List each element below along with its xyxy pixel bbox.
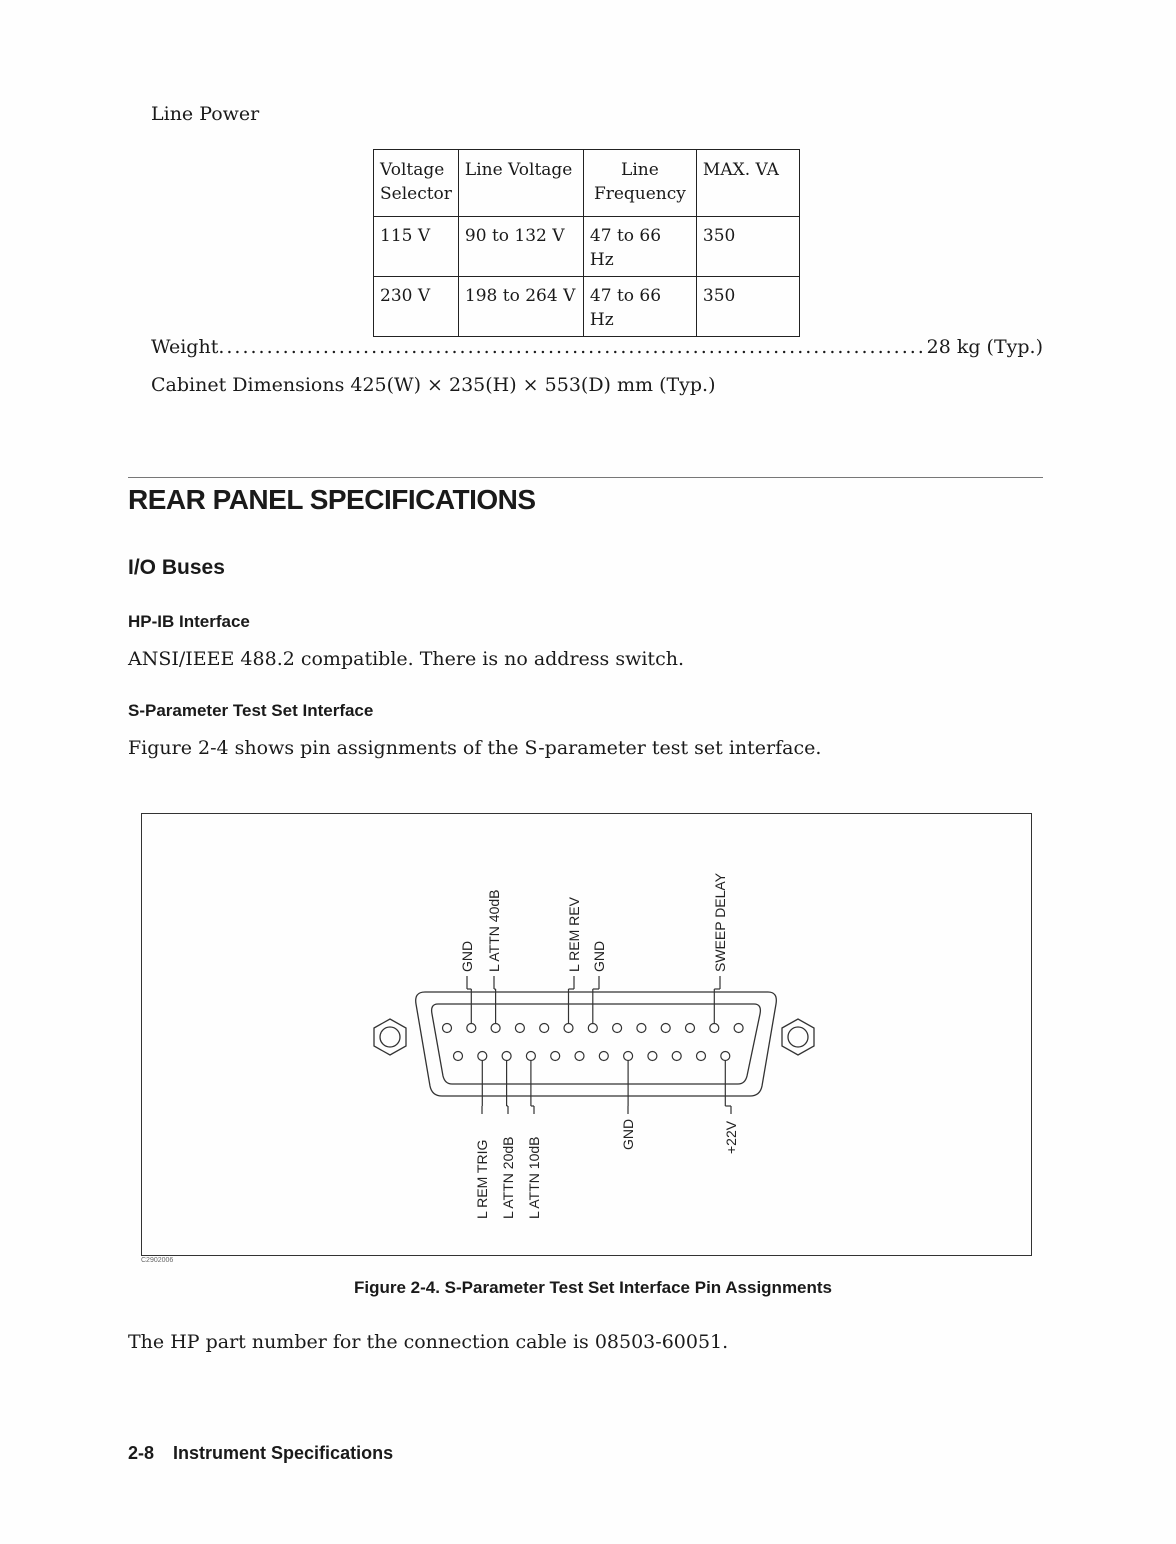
connector-pin: [721, 1052, 730, 1061]
connector-pin: [478, 1052, 487, 1061]
line-power-label: Line Power: [151, 103, 260, 125]
line-power-table: [373, 149, 800, 337]
connector-pin: [686, 1024, 695, 1033]
connector-pin: [637, 1024, 646, 1033]
header-max-va: [696, 150, 799, 217]
hpib-text: ANSI/IEEE 488.2 compatible. There is no address switch.: [128, 648, 684, 670]
pin-label-gnd-top: GND: [459, 940, 475, 972]
table-cell: 47 to 66 Hz: [583, 277, 696, 337]
pin-label-l-attn-20db: L ATTN 20dB: [500, 1136, 516, 1219]
page-footer: [128, 1443, 393, 1464]
table-cell: 350: [696, 277, 799, 337]
header-line-frequency: [583, 150, 696, 217]
right-mounting-hole: [788, 1027, 808, 1047]
table-header-row: [374, 150, 800, 217]
cable-text: The HP part number for the connection cable is 08503-60051.: [128, 1331, 729, 1353]
pin-leads: [467, 976, 731, 1114]
figure-id: C2902006: [141, 1257, 174, 1264]
pin-assignment-figure: [141, 813, 1032, 1256]
weight-row: [151, 336, 1043, 358]
bottom-pin-row: [454, 1052, 730, 1061]
pin-label-l-attn-10db: L ATTN 10dB: [526, 1136, 542, 1219]
connector-pin: [467, 1024, 476, 1033]
pin-label-plus-22v: +22V: [723, 1120, 739, 1154]
connector-pin: [661, 1024, 670, 1033]
connector-pin: [697, 1052, 706, 1061]
section-heading: REAR PANEL SPECIFICATIONS: [128, 484, 536, 515]
footer-title: Instrument Specifications: [173, 1443, 394, 1463]
connector-pin: [564, 1024, 573, 1033]
header-line-voltage-text: Line Voltage: [464, 160, 573, 180]
table-cell: 230 V: [374, 277, 459, 337]
cabinet-dimensions: Cabinet Dimensions 425(W) × 235(H) × 553(D) mm (Typ.): [151, 374, 716, 396]
connector-pin: [599, 1052, 608, 1061]
connector-pin: [734, 1024, 743, 1033]
header-voltage-selector-text: Voltage Selector: [380, 160, 452, 204]
connector-diagram: [142, 814, 1031, 1255]
figure-caption: Figure 2-4. S-Parameter Test Set Interface Pin Assignments: [353, 1278, 833, 1297]
connector-pin: [540, 1024, 549, 1033]
right-mounting-nut: [782, 1019, 814, 1055]
connector-pin: [575, 1052, 584, 1061]
hpib-heading: HP-IB Interface: [128, 612, 250, 631]
sparam-heading: S-Parameter Test Set Interface: [128, 701, 374, 720]
table-cell: 47 to 66 Hz: [583, 217, 696, 277]
connector-pin: [491, 1024, 500, 1033]
connector-pin: [502, 1052, 511, 1061]
connector-pin: [526, 1052, 535, 1061]
connector-pin: [515, 1024, 524, 1033]
leader-dots: [218, 336, 926, 358]
connector-shell-outer: [416, 992, 777, 1096]
pin-label-l-attn-40db: L ATTN 40dB: [486, 889, 502, 972]
pin-label-gnd-bottom: GND: [620, 1118, 636, 1150]
weight-value: 28 kg (Typ.): [926, 336, 1043, 358]
header-voltage-selector: [374, 150, 459, 217]
table-cell: 90 to 132 V: [458, 217, 583, 277]
header-max-va-text: MAX. VA: [702, 160, 779, 180]
sparam-text: Figure 2-4 shows pin assignments of the S-parameter test set interface.: [128, 737, 822, 759]
left-mounting-nut: [374, 1019, 406, 1055]
weight-label: Weight: [151, 336, 219, 358]
pin-label-l-rem-trig: L REM TRIG: [474, 1139, 490, 1219]
table-cell: 198 to 264 V: [458, 277, 583, 337]
connector-pin: [710, 1024, 719, 1033]
top-pin-row: [443, 1024, 744, 1033]
connector-pin: [613, 1024, 622, 1033]
table-cell: 115 V: [374, 217, 459, 277]
header-line-voltage: [458, 150, 583, 217]
io-buses-heading: I/O Buses: [128, 556, 225, 579]
header-line-frequency-text: Line Frequency: [593, 160, 686, 204]
pin-label-gnd-top-2: GND: [591, 940, 607, 972]
connector-pin: [588, 1024, 597, 1033]
connector-pin: [672, 1052, 681, 1061]
connector-pin: [551, 1052, 560, 1061]
table-cell: 350: [696, 217, 799, 277]
connector-pin: [624, 1052, 633, 1061]
table-row: [374, 277, 800, 337]
pin-label-l-rem-rev: L REM REV: [566, 897, 582, 972]
section-divider: [128, 477, 1043, 478]
connector-pin: [454, 1052, 463, 1061]
connector-pin: [443, 1024, 452, 1033]
table-row: [374, 217, 800, 277]
pin-label-sweep-delay: SWEEP DELAY: [712, 872, 728, 972]
page-number: 2-8: [128, 1443, 155, 1463]
connector-shell-inner: [432, 1004, 761, 1084]
left-mounting-hole: [380, 1027, 400, 1047]
connector-pin: [648, 1052, 657, 1061]
